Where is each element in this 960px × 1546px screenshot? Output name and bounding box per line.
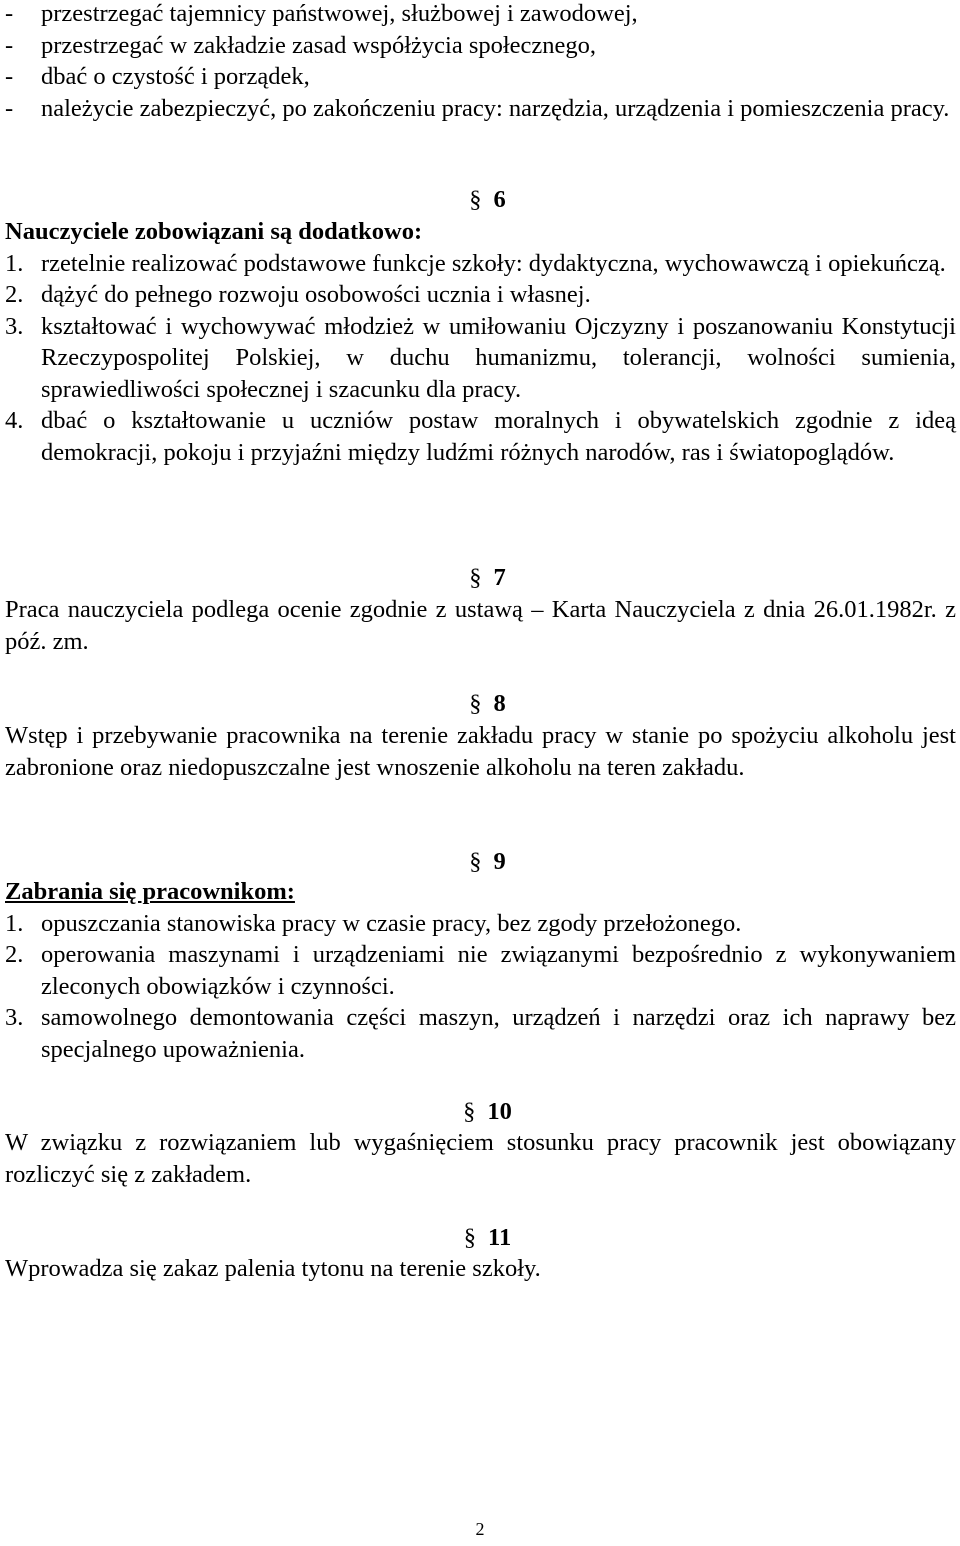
section-10-heading xyxy=(0,1096,960,1128)
section-8-paragraph: Wstęp i przebywanie pracownika na terenie zakładu pracy w stanie po spożyciu alkoholu jest zabronione oraz niedopuszczalne jest wnoszenie alkoholu na teren zakładu. xyxy=(5,722,956,781)
section-10-body xyxy=(5,1127,956,1190)
section-11-paragraph: Wprowadza się zakaz palenia tytonu na terenie szkoły. xyxy=(5,1255,541,1282)
list-marker: - xyxy=(5,94,14,122)
section-number: 7 xyxy=(493,564,506,591)
list-marker: - xyxy=(5,0,14,27)
section-symbol: § xyxy=(469,186,482,213)
list-marker: - xyxy=(5,31,14,59)
list-marker: - xyxy=(5,63,14,90)
list-item-text: samowolnego demontowania części maszyn, urządzeń i narzędzi oraz ich naprawy bez specjalnego upoważnienia. xyxy=(41,1004,956,1063)
list-item xyxy=(5,939,956,1002)
section-symbol: § xyxy=(469,690,482,717)
section-8-heading xyxy=(0,688,960,720)
section-symbol: § xyxy=(463,1098,476,1125)
section-6-intro: Nauczyciele zobowiązani są dodatkowo: xyxy=(5,218,423,245)
list-item-text: operowania maszynami i urządzeniami nie związanymi bezpośrednio z wykonywaniem zleconych obowiązków i czynności. xyxy=(41,941,956,1000)
section-6-heading xyxy=(0,184,960,216)
obligations-list xyxy=(5,0,956,124)
list-item-text: przestrzegać w zakładzie zasad współżycia społecznego, xyxy=(41,31,597,59)
list-marker: 1. xyxy=(5,249,24,277)
list-item xyxy=(5,61,956,93)
section-7-heading xyxy=(0,562,960,594)
section-9-heading xyxy=(0,846,960,878)
list-item-text: dążyć do pełnego rozwoju osobowości ucznia i własnej. xyxy=(41,281,591,308)
list-item xyxy=(5,30,956,62)
list-item xyxy=(5,279,956,311)
list-marker: 2. xyxy=(5,941,24,968)
section-11-heading xyxy=(0,1222,960,1254)
list-item xyxy=(5,248,956,280)
section-9-intro: Zabrania się pracownikom: xyxy=(5,878,295,905)
list-item-text: dbać o kształtowanie u uczniów postaw moralnych i obywatelskich zgodnie z ideą demokracji, pokoju i przyjaźni między ludźmi różnych narodów, ras i światopoglądów. xyxy=(41,407,956,466)
section-8-body xyxy=(5,720,956,783)
list-marker: 3. xyxy=(5,312,24,340)
section-6-body xyxy=(5,216,956,468)
section-number: 8 xyxy=(493,690,506,717)
section-number: 11 xyxy=(488,1224,512,1251)
list-marker: 1. xyxy=(5,909,24,937)
section-9-body xyxy=(5,876,956,1065)
list-item xyxy=(5,908,956,940)
list-item-text: dbać o czystość i porządek, xyxy=(41,63,310,90)
section-11-body xyxy=(5,1253,956,1285)
list-item-text: kształtować i wychowywać młodzież w umiłowaniu Ojczyzny i poszanowaniu Konstytucji Rzeczypospolitej Polskiej, w duchu humanizmu, tolerancji, wolności sumienia, sprawiedliwości społecznej i szacunku dla pracy. xyxy=(41,312,956,403)
section-symbol: § xyxy=(469,564,482,591)
list-marker: 3. xyxy=(5,1004,24,1031)
section-symbol: § xyxy=(463,1224,477,1251)
list-item-text: należycie zabezpieczyć, po zakończeniu pracy: narzędzia, urządzenia i pomieszczenia pracy. xyxy=(41,94,950,122)
section-number: 6 xyxy=(493,186,506,213)
section-10-paragraph: W związku z rozwiązaniem lub wygaśnięciem stosunku pracy pracownik jest obowiązany rozliczyć się z zakładem. xyxy=(5,1129,956,1188)
section-symbol: § xyxy=(469,848,482,875)
list-item xyxy=(5,405,956,468)
list-marker: 2. xyxy=(5,281,24,308)
section-7-paragraph: Praca nauczyciela podlega ocenie zgodnie z ustawą – Karta Nauczyciela z dnia 26.01.1982r. z póź. zm. xyxy=(5,596,956,655)
list-item xyxy=(5,0,956,30)
list-item xyxy=(5,1002,956,1065)
section-7-body xyxy=(5,594,956,657)
list-item xyxy=(5,93,956,125)
section-number: 10 xyxy=(487,1098,512,1125)
list-item-text: rzetelnie realizować podstawowe funkcje szkoły: dydaktyczna, wychowawczą i opiekuńczą. xyxy=(41,249,946,277)
page-number: 2 xyxy=(475,1519,485,1539)
list-marker: 4. xyxy=(5,407,24,434)
section-number: 9 xyxy=(493,848,506,875)
list-item-text: opuszczania stanowiska pracy w czasie pracy, bez zgody przełożonego. xyxy=(41,909,742,937)
list-item-text: przestrzegać tajemnicy państwowej, służbowej i zawodowej, xyxy=(41,0,638,27)
list-item xyxy=(5,311,956,406)
